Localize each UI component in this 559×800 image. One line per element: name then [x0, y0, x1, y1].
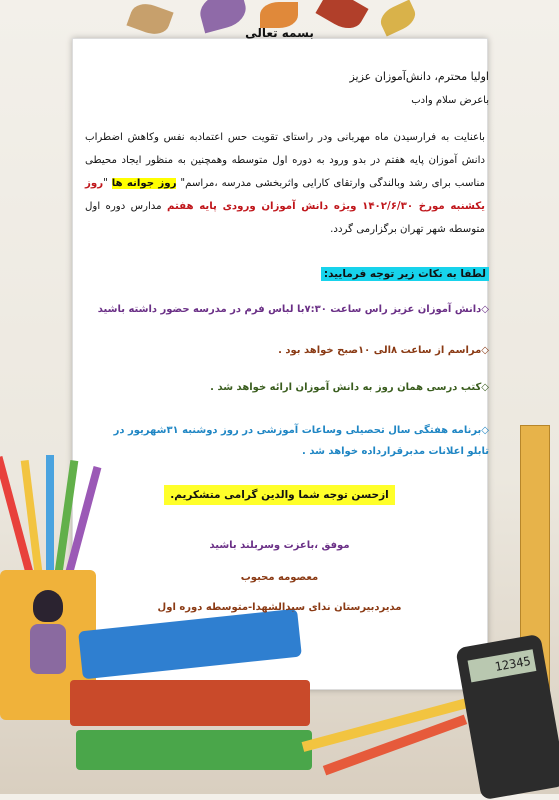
letter-title: بسمه تعالی [245, 26, 314, 40]
note-item-1: ◇دانش آموزان عزیز راس ساعت ۷:۳۰با لباس فرم در مدرسه حضور داشته باشید [97, 304, 489, 315]
note-item-3: ◇کتب درسی همان روز به دانش آموزان ارائه خواهد شد . [210, 382, 489, 393]
signoff-role: مدیردبیرستان ندای سیدالشهدا-متوسطه دوره اول [157, 602, 402, 613]
calculator-display: 12345 [468, 649, 537, 682]
announcement-paragraph [85, 126, 485, 241]
pencils-illustration [300, 680, 480, 780]
thanks-row [0, 483, 559, 502]
notes-heading: لطفا به نکات زیر توجه فرمایید: [321, 267, 489, 281]
greeting-line: اولیا محترم، دانش‌آموزان عزیز [349, 70, 489, 83]
event-name-highlight: روز جوانه ها [111, 178, 177, 189]
paragraph-part2: " [103, 178, 112, 189]
salutation-line: باعرض سلام وادب [411, 95, 489, 106]
note-item-2: ◇مراسم از ساعت ۸الی ۱۰صبح خواهد بود . [278, 345, 489, 356]
paragraph-part3: مدارس دوره اول متوسطه شهر تهران برگزارمی گردد. [85, 201, 485, 235]
note-item-4: ◇برنامه هفتگی سال تحصیلی وساعات آموزشی در روز دوشنبه ۳۱شهریور در تابلو اعلانات مدبرقرارداده خواهد شد . [113, 425, 489, 457]
paragraph-part1: باعنایت به فرارسیدن ماه مهربانی ودر راستای تقویت حس اعتمادبه نفس وکاهش اضطراب دانش آموزان پایه هفتم در بدو ورود به دوره اول متوسطه وهمچنین به منظور ایجاد محیطی مناسب برای رشد وبالندگی وارتقای کارایی واثربخشی مدرسه ،مراسم" [85, 132, 485, 189]
books-illustration [70, 600, 320, 794]
thanks-text: ازحسن توجه شما والدین گرامی متشکریم. [164, 485, 395, 505]
notes-heading-row [321, 262, 489, 281]
event-date-text: روز یکشنبه مورخ ۱۴۰۲/۶/۳۰ ویژه دانش آموزان ورودی پایه هفتم [85, 178, 485, 212]
signoff-wish: موفق ،باعزت وسربلند باشید [209, 540, 350, 551]
signoff-name: معصومه محبوب [240, 572, 319, 583]
